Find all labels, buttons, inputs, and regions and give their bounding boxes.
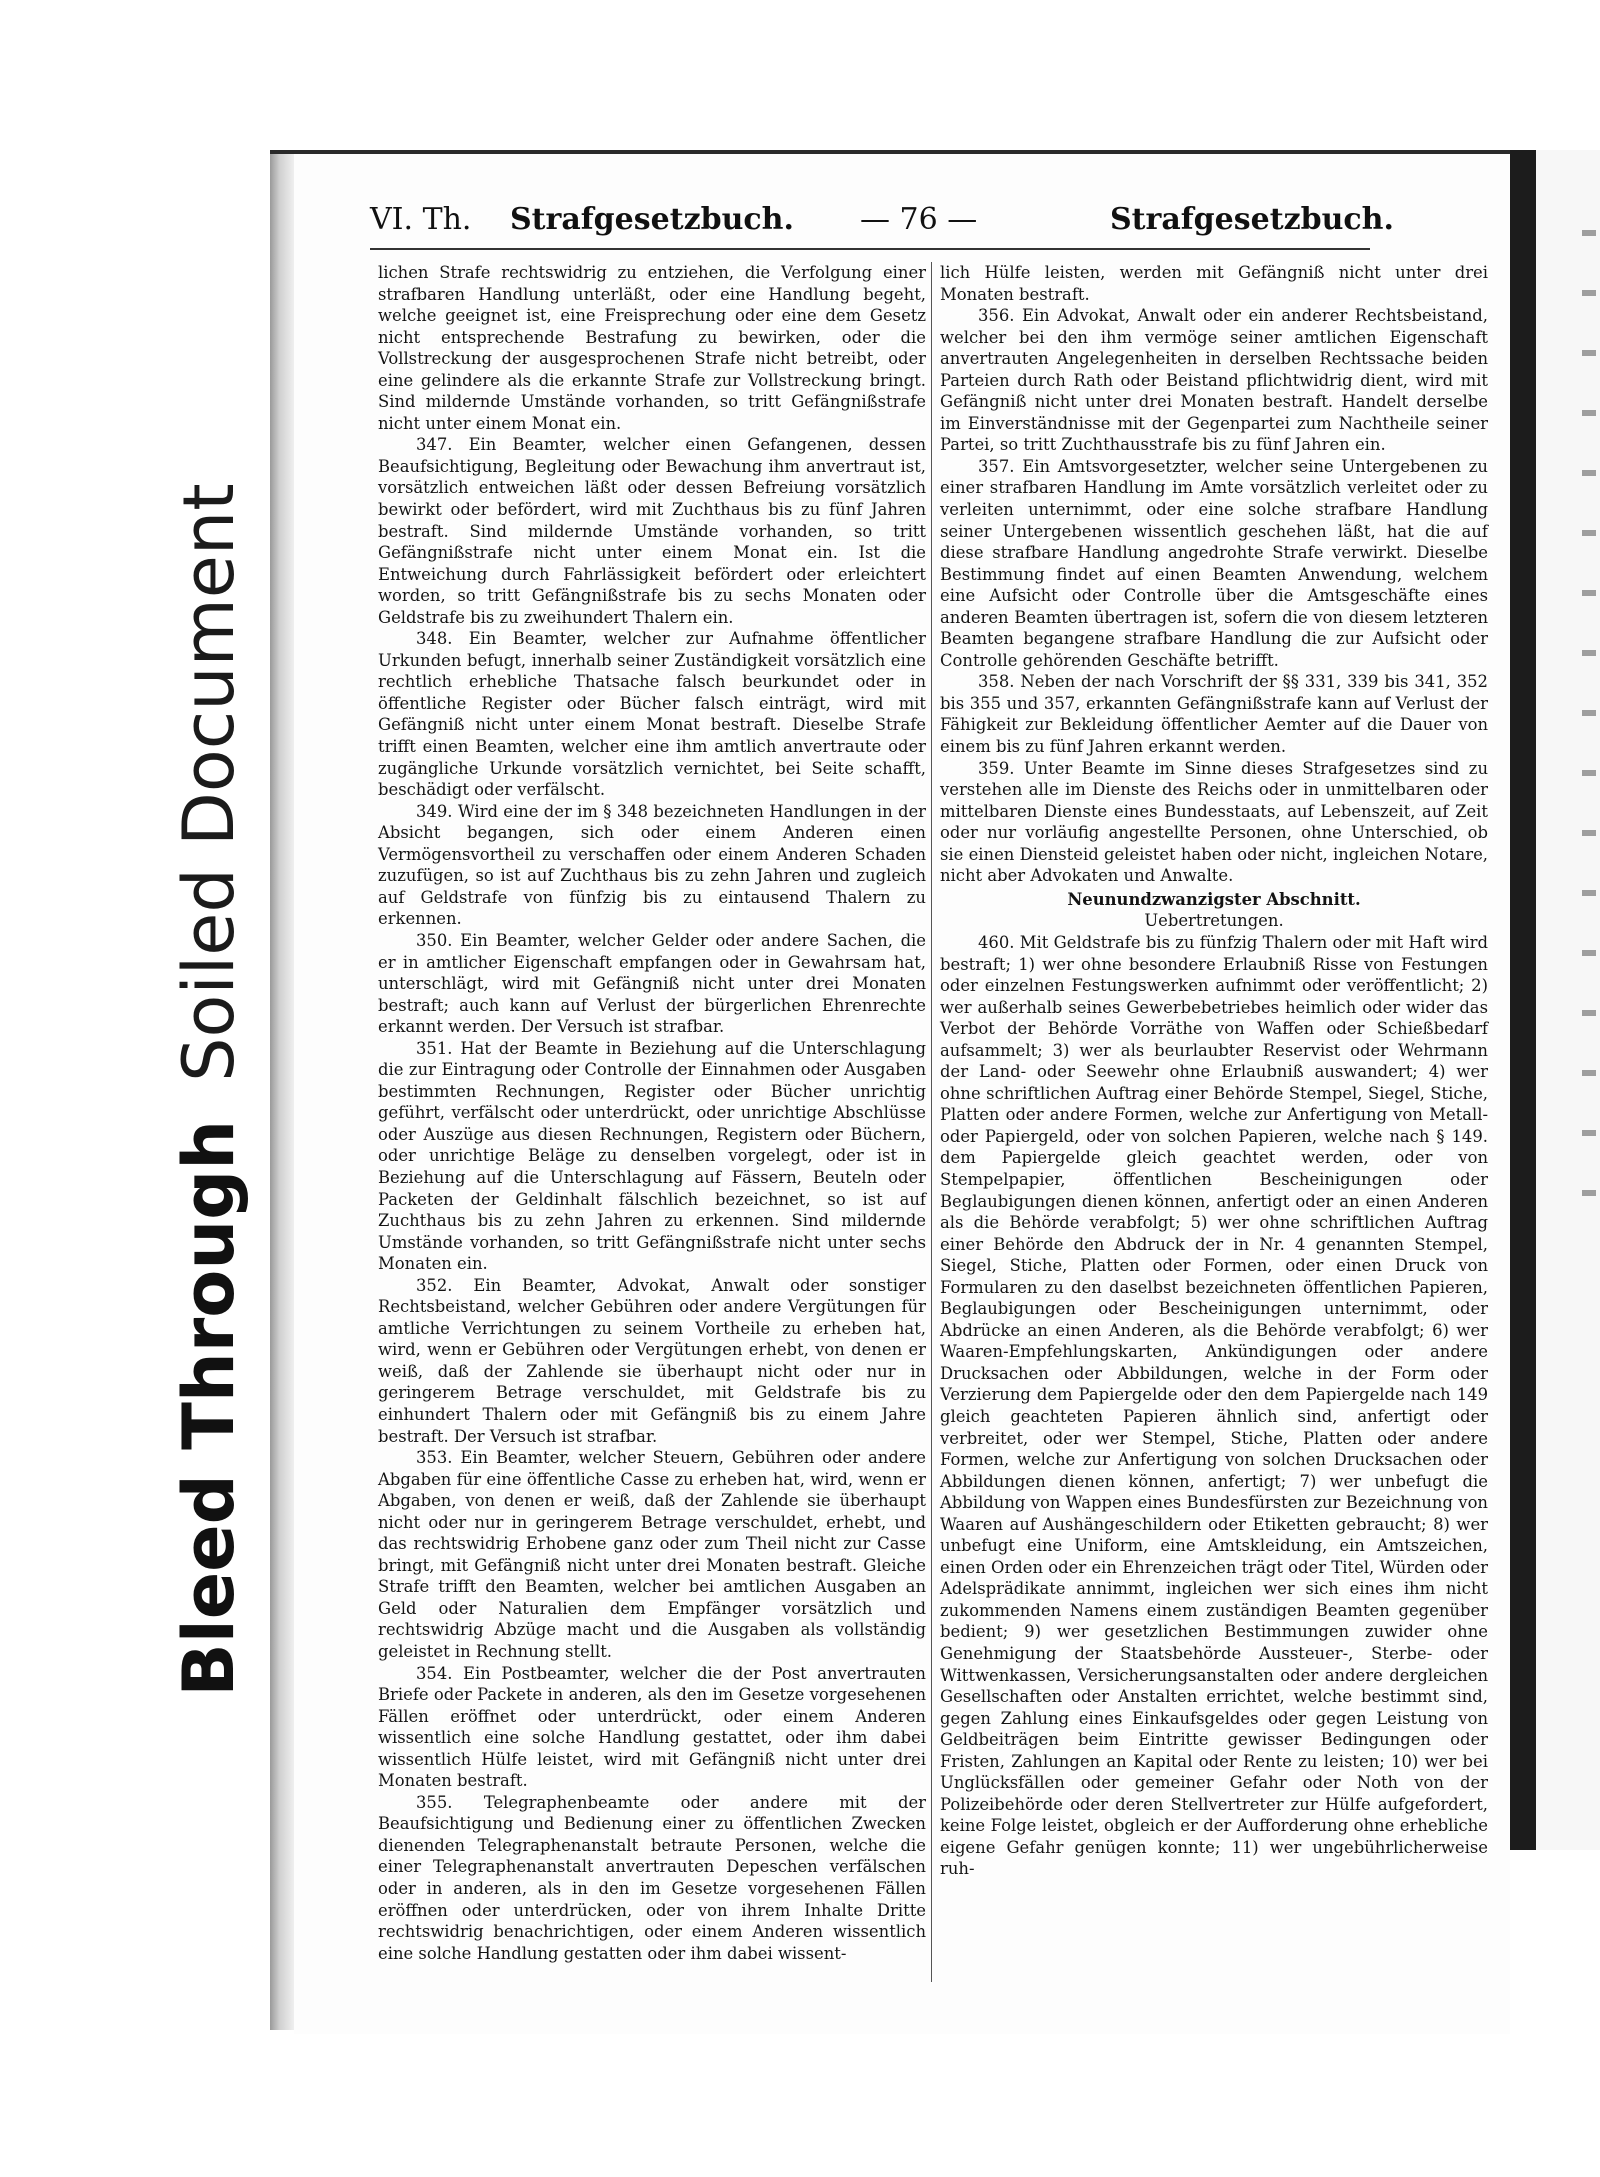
page-number: — 76 — [860,202,978,237]
paragraph: 350. Ein Beamter, welcher Gelder oder andere Sachen, die er in amtlicher Eigenschaft empfangen oder in Gewahrsam hat, unterschlägt, wird mit Gefängniß nicht unter drei Monaten bestraft; auch kann auf Verlust der bürgerlichen Ehrenrechte erkannt werden. Der Versuch ist strafbar. [378,930,926,1037]
running-header [370,198,1394,250]
paragraph: 359. Unter Beamte im Sinne dieses Strafgesetzes sind zu verstehen alle im Dienste des Reichs oder in unmittelbaren oder mittelbaren Dienste eines Bundesstaats, auf Lebenszeit, auf Zeit oder nur vorläufig angestellte Personen, ohne Unterschied, ob sie einen Diensteid geleistet haben oder nicht, ingleichen Notare, nicht aber Advokaten und Anwalte. [940,758,1488,886]
header-title-right: Strafgesetzbuch. [1110,202,1394,237]
paragraph: 353. Ein Beamter, welcher Steuern, Gebühren oder andere Abgaben für eine öffentliche Casse zu erheben hat, wird, wenn er Abgaben, von denen er weiß, daß der Zahlende sie überhaupt nicht oder nur in geringerem Betrage verschuldet, erhebt, und das rechtswidrig Erhobene ganz oder zum Theil nicht zur Casse bringt, mit Gefängniß nicht unter drei Monaten bestraft. Gleiche Strafe trifft den Beamten, welcher bei amtlichen Ausgaben an Geld oder Naturalien dem Empfänger vorsätzlich und rechtswidrig Abzüge macht und die Ausgaben als vollständig geleistet in Rechnung stellt. [378,1448,926,1661]
condition-stamp [150,483,268,1697]
paragraph: 349. Wird eine der im § 348 bezeichneten Handlungen in der Absicht begangen, sich oder einem Anderen einen Vermögensvortheil zu verschaffen oder einem Anderen Schaden zuzufügen, so ist auf Zuchthaus bis zu zehn Jahren und zugleich auf Geldstrafe von fünfzig bis zu eintausend Thalern zu erkennen. [378,801,926,929]
paragraph: 347. Ein Beamter, welcher einen Gefangenen, dessen Beaufsichtigung, Begleitung oder Bewachung ihm anvertraut ist, vorsätzlich entweichen läßt oder dessen Befreiung vorsätzlich bewirkt oder befördert, wird mit Zuchthaus bis zu fünf Jahren bestraft. Sind mildernde Umstände vorhanden, so tritt Gefängnißstrafe nicht unter einem Monat ein. Ist die Entweichung durch Fahrlässigkeit befördert oder erleichtert worden, so tritt Gefängnißstrafe bis zu sechs Monaten oder Geldstrafe bis zu zweihundert Thalern ein. [378,435,926,627]
section-subtitle: Uebertretungen. [1144,911,1284,931]
header-title-left: Strafgesetzbuch. [510,202,794,237]
adjacent-page-marks [1582,230,1596,1230]
paragraph: 348. Ein Beamter, welcher zur Aufnahme öffentlicher Urkunden befugt, innerhalb seiner Zuständigkeit vorsätzlich eine rechtlich erhebliche Thatsache falsch beurkundet oder in öffentliche Register oder Bücher falsch einträgt, wird mit Gefängniß nicht unter einem Monat bestraft. Dieselbe Strafe trifft einen Beamten, welcher eine ihm amtlich anvertraute oder zugängliche Urkunde vorsätzlich vernichtet, bei Seite schafft, beschädigt oder verfälscht. [378,629,926,800]
paragraph: 354. Ein Postbeamter, welcher die der Post anvertrauten Briefe oder Packete in anderen, als den im Gesetze vorgesehenen Fällen eröffnet oder unterdrückt, oder einem Anderen wissentlich eine solche Handlung gestattet, oder ihm dabei wissentlich Hülfe leistet, wird mit Gefängniß nicht unter drei Monaten bestraft. [378,1663,926,1791]
paragraph: 355. Telegraphenbeamte oder andere mit der Beaufsichtigung und Bedienung einer zu öffentlichen Zwecken dienenden Telegraphenanstalt betraute Personen, welche die einer Telegraphenanstalt anvertrauten Depeschen verfälschen oder in anderen, als in den im Gesetze vorgesehenen Fällen eröffnen oder unterdrücken, oder von ihrem Inhalte Dritte rechtswidrig benachrichtigen, oder einem Anderen wissentlich eine solche Handlung gestatten oder ihm dabei wissent- [378,1792,926,1963]
paragraph: 351. Hat der Beamte in Beziehung auf die Unterschlagung die zur Eintragung oder Controlle der Einnahmen oder Ausgaben bestimmten Rechnungen, Register oder Bücher unrichtig geführt, verfälscht oder unterdrückt, oder unrichtige Abschlüsse oder Auszüge aus diesen Rechnungen, Registern oder Büchern, oder unrichtige Beläge zu denselben vorgelegt, oder ist in Beziehung auf die Unterschlagung auf Fässern, Beuteln oder Packeten der Geldinhalt fälschlich bezeichnet, so ist auf Zuchthaus bis zu zehn Jahren zu erkennen. Sind mildernde Umstände vorhanden, so tritt Gefängnißstrafe nicht unter sechs Monaten ein. [378,1038,926,1274]
paragraph: 356. Ein Advokat, Anwalt oder ein anderer Rechtsbeistand, welcher bei den ihm vermöge seiner amtlichen Eigenschaft anvertrauten Angelegenheiten in derselben Rechtssache beiden Parteien durch Rath oder Beistand pflichtwidrig dient, wird mit Gefängniß nicht unter drei Monaten bestraft. Handelt derselbe im Einverständnisse mit der Gegenpartei zum Nachtheile seiner Partei, so tritt Zuchthausstrafe bis zu fünf Jahren ein. [940,306,1488,455]
paragraph: lichen Strafe rechtswidrig zu entziehen, die Verfolgung einer strafbaren Handlung unterläßt, oder eine Handlung begeht, welche geeignet ist, eine Freisprechung oder eine dem Gesetz nicht entsprechende Bestrafung zu bewirken, oder die Vollstreckung der ausgesprochenen Strafe nicht betreibt, oder eine gelindere als die erkannte Strafe zur Vollstreckung bringt. Sind mildernde Umstände vorhanden, so tritt Gefängnißstrafe nicht unter einem Monat ein. [378,263,926,433]
header-part: VI. Th. [370,202,472,237]
paragraph: 357. Ein Amtsvorgesetzter, welcher seine Untergebenen zu einer strafbaren Handlung im Amte vorsätzlich verleitet oder zu verleiten unternimmt, oder eine solche strafbare Handlung seiner Untergebenen wissentlich geschehen läßt, hat die auf diese strafbare Handlung angedrohte Strafe verwirkt. Dieselbe Bestimmung findet auf einen Beamten Anwendung, welchem eine Aufsicht oder Controlle über die Amtsgeschäfte eines anderen Beamten übertragen ist, sofern die von diesem letzteren Beamten begangene strafbare Handlung die zur Aufsicht oder Controlle gehörenden Geschäfte betrifft. [940,456,1488,670]
paragraph: lich Hülfe leisten, werden mit Gefängniß nicht unter drei Monaten bestraft. [940,263,1488,304]
scan-page-shadow [270,150,294,2030]
scan-gutter-right [1510,150,1536,1850]
header-rule [370,248,1370,250]
scan-top-edge [270,150,1532,154]
left-column [378,262,926,1972]
right-column [940,262,1488,1972]
stamp-soiled-document: Soiled Document [168,483,250,1082]
section-title: Neunundzwanzigster Abschnitt. [1067,889,1361,909]
stamp-bleed-through: Bleed Through [168,1119,250,1697]
column-divider [931,262,932,1982]
paragraph: 352. Ein Beamter, Advokat, Anwalt oder sonstiger Rechtsbeistand, welcher Gebühren oder andere Vergütungen für amtliche Verrichtungen zu seinem Vortheile zu erheben hat, wird, wenn er Gebühren oder Vergütungen erhebt, von denen er weiß, daß der Zahlende sie überhaupt nicht oder nur in geringerem Betrage verschuldet, mit Geldstrafe bis zu einhundert Thalern oder mit Gefängniß bis zu einem Jahre bestraft. Der Versuch ist strafbar. [378,1275,926,1446]
paragraph: 460. Mit Geldstrafe bis zu fünfzig Thalern oder mit Haft wird bestraft; 1) wer ohne besondere Erlaubniß Risse von Festungen oder einzelnen Festungswerken aufnimmt oder veröffentlicht; 2) wer außerhalb seines Gewerbebetriebes heimlich oder wider das Verbot der Behörde Vorräthe von Waffen oder Schießbedarf aufsammelt; 3) wer als beurlaubter Reservist oder Wehrmann der Land- oder Seewehr ohne Erlaubniß auswandert; 4) wer ohne schriftlichen Auftrag einer Behörde Stempel, Siegel, Stiche, Platten oder andere Formen, welche zur Anfertigung von Metall- oder Papiergeld, oder von solchen Papieren, welche nach § 149. dem Papiergelde gleich geachtet werden, oder von Stempelpapier, öffentlichen Bescheinigungen oder Beglaubigungen dienen können, anfertigt oder an einen Anderen als die Behörde verabfolgt; 5) wer ohne schriftlichen Auftrag einer Behörde den Abdruck der in Nr. 4 genannten Stempel, Siegel, Stiche, Platten oder Formen, oder einen Druck von Formularen zu den daselbst bezeichneten öffentlichen Papieren, Beglaubigungen oder Bescheinigungen unternimmt, oder Abdrücke an einen Anderen, als die Behörde verabfolgt; 6) wer Waaren-Empfehlungskarten, Ankündigungen oder andere Drucksachen oder Abbildungen, welche in der Form oder Verzierung dem Papiergelde oder den dem Papiergelde nach 149 gleich geachteten Papieren ähnlich sind, anfertigt oder verbreitet, oder wer Stempel, Stiche, Platten oder andere Formen, welche zur Anfertigung von solchen Drucksachen oder Abbildungen dienen können, anfertigt; 7) wer unbefugt die Abbildung von Wappen eines Bundesfürsten zur Bezeichnung von Waaren auf Aushängeschildern oder Etiketten gebraucht; 8) wer unbefugt eine Uniform, eine Amtskleidung, ein Amtszeichen, einen Orden oder ein Ehrenzeichen trägt oder Titel, Würden oder Adelsprädikate annimmt, ingleichen wer sich eines ihm nicht zukommenden Namens einem zuständigen Beamten gegenüber bedient; 9) wer gesetzlichen Bestimmungen zuwider ohne Genehmigung der Staatsbehörde Aussteuer-, Sterbe- oder Wittwenkassen, Versicherungsanstalten oder andere dergleichen Gesellschaften oder Anstalten errichtet, welche bestimmt sind, gegen Zahlung eines Einkaufsgeldes oder gegen Leistung von Geldbeiträgen beim Eintritte gewisser Bedingungen oder Fristen, Zahlungen an Kapital oder Rente zu leisten; 10) wer bei Unglücksfällen oder gemeiner Gefahr oder Noth von der Polizeibehörde oder deren Stellvertreter zur Hülfe aufgefordert, keine Folge leistet, obgleich er der Aufforderung ohne erhebliche eigene Gefahr genügen konnte; 11) wer ungebührlicherweise ruh- [940,932,1488,1879]
paragraph: 358. Neben der nach Vorschrift der §§ 331, 339 bis 341, 352 bis 355 und 357, erkannten Gefängnißstrafe kann auf Verlust der Fähigkeit zur Bekleidung öffentlicher Aemter auf die Dauer von einem bis zu fünf Jahren erkannt werden. [940,672,1488,757]
